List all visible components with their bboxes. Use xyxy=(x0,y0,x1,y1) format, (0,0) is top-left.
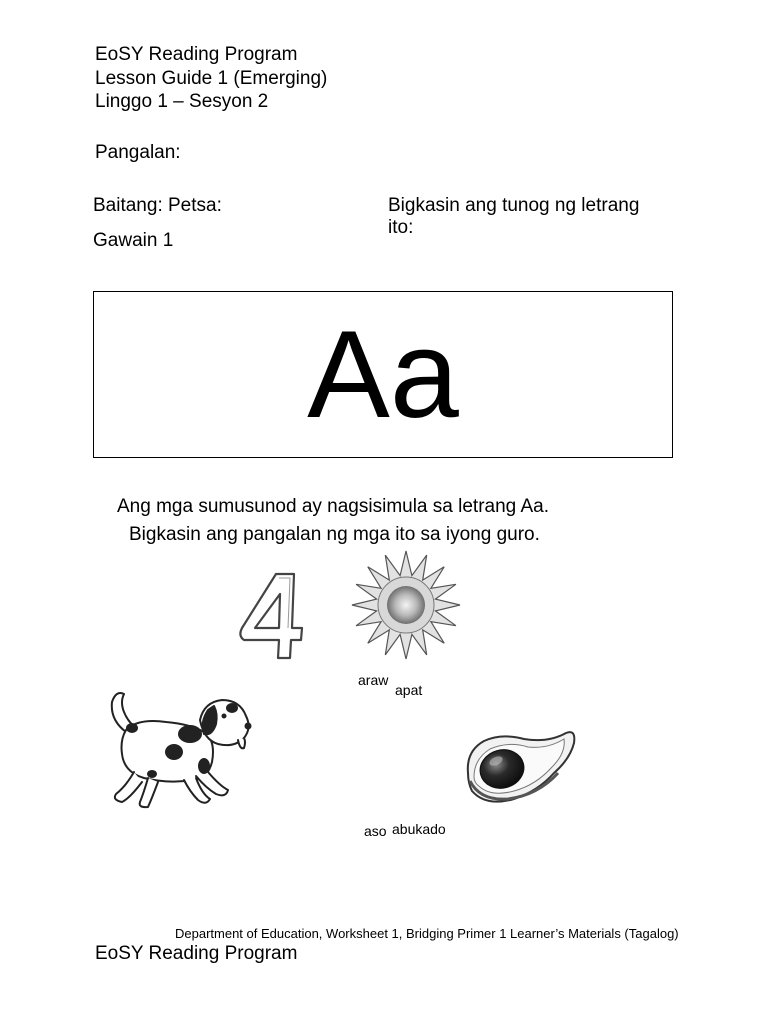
footer-program: EoSY Reading Program xyxy=(95,943,298,964)
label-apat: apat xyxy=(395,682,423,698)
letter-box xyxy=(93,291,673,458)
week-session-title: Linggo 1 – Sesyon 2 xyxy=(95,91,269,112)
instruction-line1: Ang mga sumusunod ay nagsisimula sa letrang Aa. xyxy=(117,496,549,517)
avocado-icon xyxy=(462,729,578,807)
footer-credit: Department of Education, Worksheet 1, Bridging Primer 1 Learner’s Materials (Tagalog) xyxy=(175,926,679,941)
sound-instruction-line1: Bigkasin ang tunog ng letrang xyxy=(388,195,640,216)
label-aso: aso xyxy=(364,823,387,839)
featured-letter: Aa xyxy=(307,306,459,444)
label-abukado: abukado xyxy=(392,821,446,837)
sound-instruction-line2: ito: xyxy=(388,217,414,238)
sun-icon xyxy=(348,550,464,660)
activity-label: Gawain 1 xyxy=(93,230,174,251)
label-araw: araw xyxy=(358,672,389,688)
name-label: Pangalan: xyxy=(95,142,181,163)
program-title: EoSY Reading Program xyxy=(95,44,298,65)
number-four-icon xyxy=(236,570,308,662)
lesson-guide-title: Lesson Guide 1 (Emerging) xyxy=(95,68,328,89)
grade-date-label: Baitang: Petsa: xyxy=(93,195,222,216)
instruction-line2: Bigkasin ang pangalan ng mga ito sa iyong guro. xyxy=(129,524,540,545)
dog-icon xyxy=(104,686,256,812)
